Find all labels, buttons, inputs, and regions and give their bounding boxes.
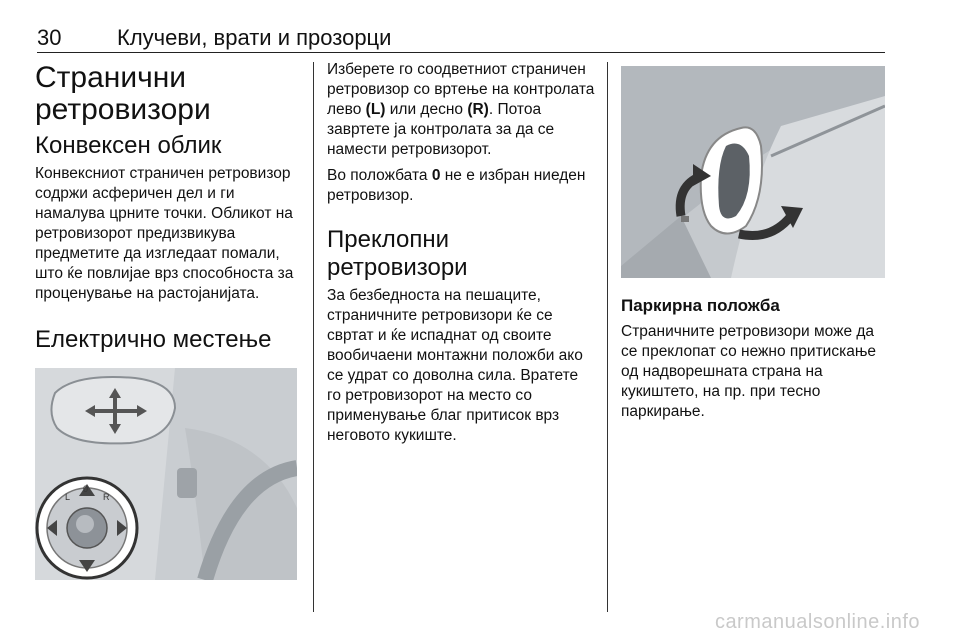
text-parking-position: Страничните ретровизори може да се преклопат со нежно притискање од надворешната страна на кукиштето, на пр. при тесно паркирање.	[621, 323, 877, 420]
text-convex-shape: Конвексниот страничен ретровизор содржи асферичен дел и ги намалува црните точки. Обликот на ретровизорот предизвикува предметите да изгледаат помали, што ќе повлијае врз способноста за проценување на растојанијата.	[35, 165, 294, 302]
chapter-title: Клучеви, врати и прозорци	[117, 25, 392, 50]
heading-folding-mirrors: Преклопни ретровизори	[327, 226, 468, 281]
column-divider-1	[313, 62, 314, 612]
page-number: 30	[37, 25, 62, 50]
watermark: carmanualsonline.info	[714, 611, 920, 633]
figure-folding-mirror	[621, 66, 885, 278]
label-right: (R)	[467, 101, 489, 118]
folding-mirror-illustration	[621, 66, 885, 278]
column-1	[35, 60, 303, 580]
figure-label-l: L	[65, 492, 71, 502]
text-folding-mirrors: За безбедноста на пешаците, страничните ретровизори ќе се свртат и ќе испаднат од своите вообичаени монтажни положби ако се удрат со доволна сила. Вратете го ретровизорот на место со применување благ притисок врз неговото кукиште.	[327, 287, 583, 444]
label-zero: 0	[431, 167, 441, 184]
column-3	[621, 60, 889, 428]
heading-parking-position: Паркирна положба	[621, 296, 780, 315]
mirror-control-illustration	[35, 368, 297, 580]
section-title-side-mirrors: Странични ретровизори	[35, 61, 211, 126]
figure-mirror-control	[35, 368, 297, 580]
label-left: (L)	[365, 101, 386, 118]
text-select-mirror: Изберете го соодветниот страничен ретровизор со вртење на контролата лево (L) или десно (R). Потоа завртете ја контролата за да се намести ретровизорот.	[327, 61, 595, 158]
column-divider-2	[607, 62, 608, 612]
column-2	[327, 60, 595, 452]
page-header	[37, 26, 885, 53]
heading-electric-adjustment: Електрично местење	[35, 326, 272, 353]
figure-label-r: R	[103, 492, 110, 502]
heading-convex-shape: Конвексен облик	[35, 132, 222, 159]
figure-label-zero: 0	[83, 484, 89, 494]
text-position-zero: Во положбата 0 не е избран ниеден ретровизор.	[327, 167, 586, 204]
